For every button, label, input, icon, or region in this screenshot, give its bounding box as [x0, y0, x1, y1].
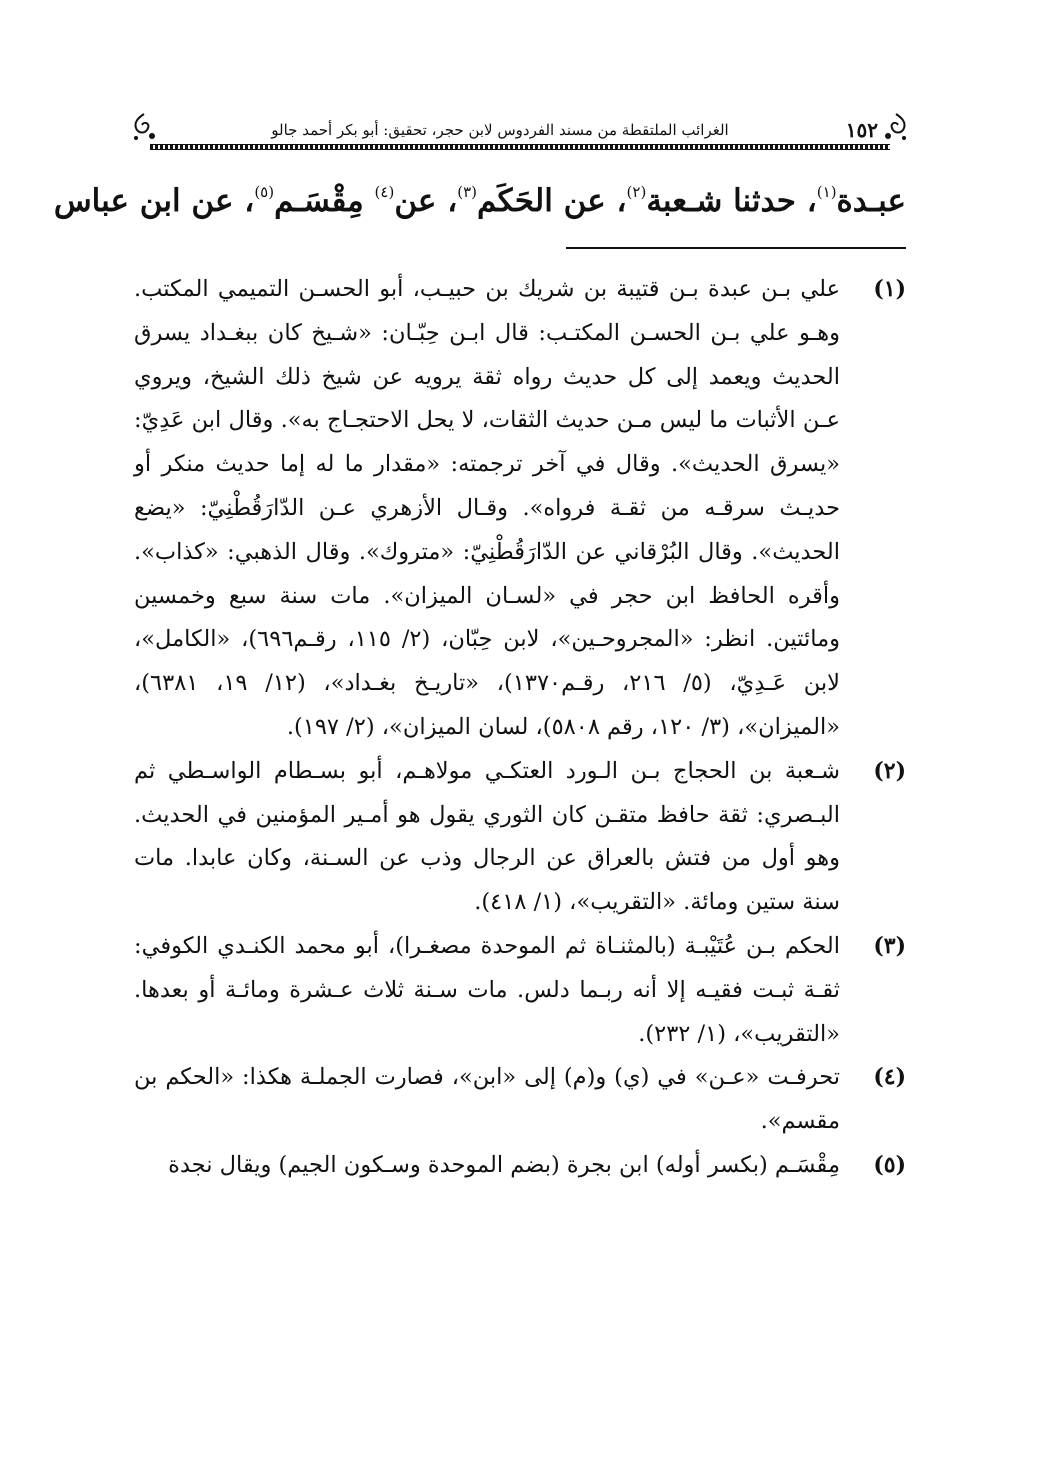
footnote-text: علي بـن عبدة بـن قتيبة بن شريك بن حبيـب، أبو الحسـن التميمي المكتب. وهـو علي بـن الحسـن المكتـب: قال ابـن حِبّـان: «شـيخ كان ببغـداد يسرق الحديث ويعمد إلى كل حديث رواه ثقة يرويه عن شيخ ذلك الشيخ، ويروي عـن الأثبات ما ليس مـن حديث الثقات، لا يحل الاحتجـاج به». وقال ابن عَدِيّ: «يسرق الحديث». وقال في آخر ترجمته: «مقدار ما له إما حديث منكر أو حديـث سرقـه من ثقـة فرواه». وقـال الأزهري عـن الدّارَقُطْنِيّ: «يضع الحديث». وقال البُرْقاني عن الدّارَقُطْنِيّ: «متروك». وقال الذهبي: «كذاب». وأقره الحافظ ابن حجر في «لسـان الميزان». مات سنة سبع وخمسين ومائتين. انظر: «المجروحـين»، لابن حِبّان، (٢/ ١١٥، رقـم٦٩٦)، «الكامل»، لابن عَـدِيّ، (٥/ ٢١٦، رقـم١٣٧٠)، «تاريـخ بغـداد»، (١٢/ ١٩، ٦٣٨١)، «الميزان»، (٣/ ١٢٠، رقم ٥٨٠٨)، لسان الميزان»، (٢/ ١٩٧). [134, 276, 841, 740]
footnote-number: (٢) [873, 757, 906, 784]
footnote-text: الحكم بـن عُتَيْبـة (بالمثنـاة ثم الموحدة مصغـرا)، أبو محمد الكنـدي الكوفي: ثقـة ثبـت فقيـه إلا أنه ربـما دلس. مات سـنة ثلاث عـشرة ومائـة أو بعدها. «التقريب»، (١/ ٢٣٢). [134, 932, 840, 1047]
footnote-ref: (٤) [374, 183, 395, 201]
footnote-number: (٣) [873, 932, 906, 959]
main-text-part: ، عن الحَكَم [477, 183, 627, 219]
footnote-1 [134, 268, 906, 750]
main-text-part: ، عن [394, 183, 458, 219]
footnote-4 [134, 1056, 906, 1144]
main-text-line [53, 160, 906, 233]
footnote-ref: (٣) [457, 183, 478, 201]
footnotes [134, 268, 906, 1188]
main-text-part: عبـدة [836, 183, 906, 219]
footnote-5 [134, 1144, 906, 1188]
footnote-ref: (١) [816, 183, 837, 201]
footnote-number: (٤) [873, 1064, 906, 1091]
footnote-text: تحرفـت «عـن» في (ي) و(م) إلى «ابن»، فصارت الجملـة هكذا: «الحكم بن مقسم». [134, 1064, 840, 1135]
footnote-number: (٥) [873, 1151, 906, 1178]
ornament-right-icon [882, 112, 910, 142]
main-text-part: ، عن ابن عباس [53, 183, 255, 219]
footnote-text: مِقْسَـم (بكسر أوله) ابن بجرة (بضم الموحدة وسـكون الجيم) ويقال نجدة [168, 1151, 840, 1178]
ornament-left-icon [130, 112, 158, 142]
footnote-ref: (٥) [254, 183, 275, 201]
header-title: الغرائب الملتقطة من مسند الفردوس لابن حجر، تحقيق: أبو بكر أحمد جالو [271, 121, 729, 139]
running-header [130, 104, 910, 150]
header-rule [150, 144, 890, 150]
main-text-part: ، حدثنا شـعبة [646, 183, 817, 219]
footnote-ref: (٢) [626, 183, 647, 201]
footnote-number: (١) [873, 276, 906, 302]
footnote-text: شـعبة بن الحجاج بـن الـورد العتكـي مولاهـم، أبو بسـطام الواسـطي ثم البـصري: ثقة حافظ متقـن كان الثوري يقول هو أمـير المؤمنين في الحديث. وهو أول من فتش بالعراق عن الرجال وذب عن السـنة، وكان عابدا. مات سنة ستين ومائة. «التقريب»، (١/ ٤١٨). [134, 757, 840, 916]
main-text-part: مِقْسَـم [274, 183, 375, 219]
page-number: ١٥٢ [845, 118, 878, 142]
footnote-2 [134, 750, 906, 925]
footnote-separator [566, 247, 906, 249]
footnote-3 [134, 925, 906, 1056]
